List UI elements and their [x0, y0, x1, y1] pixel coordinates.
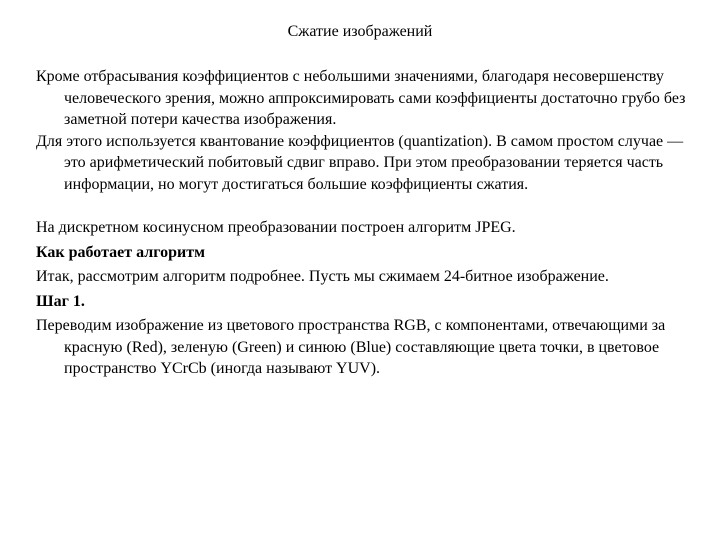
heading-step-1: Шаг 1.	[36, 292, 85, 310]
paragraph-algorithm-details: Итак, рассмотрим алгоритм подробнее. Пусть мы сжимаем 24-битное изображение.	[36, 268, 609, 285]
paragraph-color-space-conversion: Переводим изображение из цветового пространства RGB, с компонентами, отвечающими за красную (Red), зеленую (Green) и синюю (Blue) составляющие цвета точки, в цветовое пространство YCrCb (иногда называют YUV).	[36, 317, 666, 377]
paragraph-jpeg-intro: На дискретном косинусном преобразовании построен алгоритм JPEG.	[36, 219, 516, 236]
paragraph-coefficient-approximation: Кроме отбрасывания коэффициентов с небольшими значениями, благодаря несовершенству человеческого зрения, можно аппроксимировать сами коэффициенты достаточно грубо без заметной потери качества изображения.	[36, 68, 686, 128]
slide-title: Сжатие изображений	[287, 23, 433, 40]
paragraph-quantization: Для этого используется квантование коэффициентов (quantization). В самом простом случае — это арифметический побитовый сдвиг вправо. При этом преобразовании теряется часть информации, но могут достигаться большие коэффициенты сжатия.	[36, 132, 684, 193]
paragraph-gap	[36, 195, 696, 217]
heading-how-algorithm-works: Как работает алгоритм	[36, 243, 205, 261]
slide-body	[36, 66, 696, 380]
